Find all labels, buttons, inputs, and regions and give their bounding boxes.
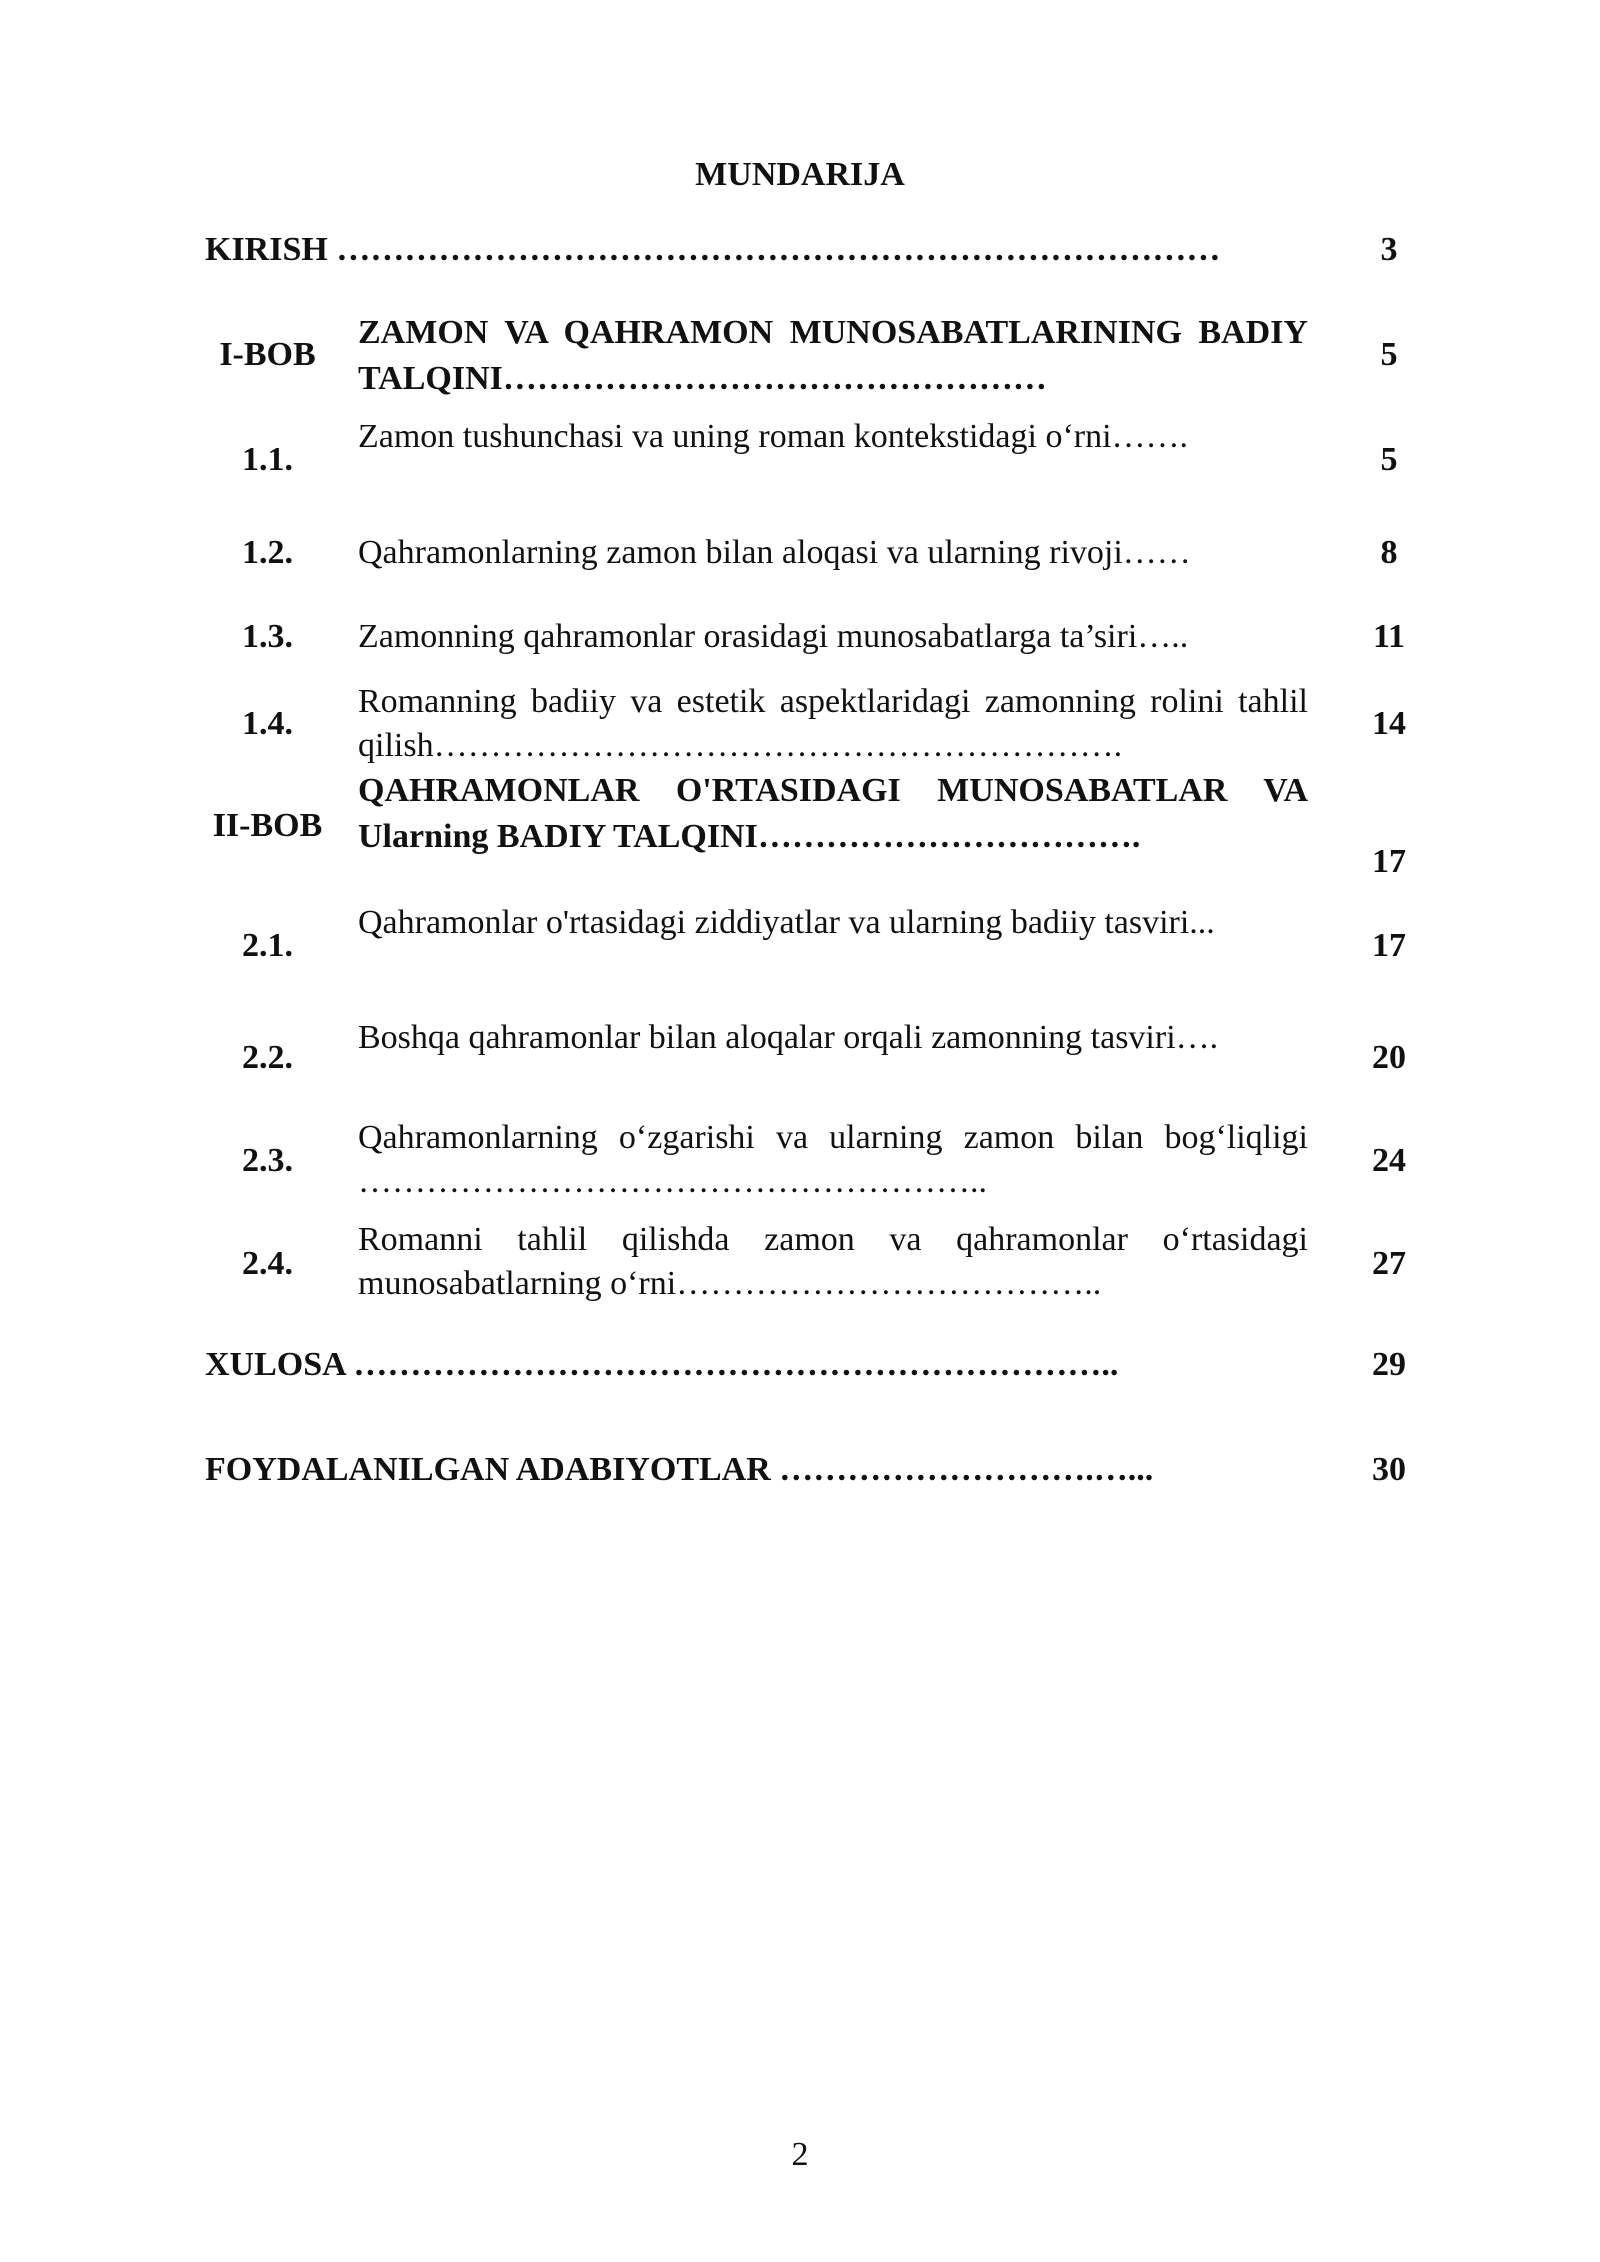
toc-entry-title: Zamon tushunchasi va uning roman kontekstidagi o‘rni……. <box>358 418 1189 455</box>
toc-page-number: 30 <box>1372 1451 1406 1488</box>
toc-entry-label: 2.4. <box>242 1245 293 1282</box>
toc-page-number: 29 <box>1372 1346 1406 1383</box>
toc-entry-title: Qahramonlar o'rtasidagi ziddiyatlar va ularning badiiy tasviri... <box>358 904 1215 941</box>
toc-entry-title: Romanni tahlil qilishda zamon va qahramonlar o‘rtasidagi munosabatlarning o‘rni……………………………….. <box>358 1221 1308 1302</box>
toc-entry-label: 1.4. <box>242 705 293 742</box>
toc-page-number: 8 <box>1380 534 1398 571</box>
toc-entry-title: Boshqa qahramonlar bilan aloqalar orqali zamonning tasviri…. <box>358 1019 1219 1056</box>
toc-page-number: 17 <box>1372 927 1406 964</box>
toc-entry-label: 1.3. <box>242 618 293 655</box>
toc-entry-label: XULOSA ………………………………………………………….. <box>205 1346 1119 1383</box>
page-title: MUNDARIJA <box>695 156 905 193</box>
toc-entry-label: 1.1. <box>242 441 293 478</box>
toc-entry-title: Romanning badiiy va estetik aspektlaridagi zamonning rolini tahlil qilish……………………………………………………. <box>358 683 1308 764</box>
toc-entry-label: 2.3. <box>242 1142 293 1179</box>
toc-entry-label: I-BOB <box>219 336 316 373</box>
toc-page-number: 5 <box>1380 336 1398 373</box>
toc-page-number: 27 <box>1372 1245 1406 1282</box>
toc-page-number: 14 <box>1372 705 1406 742</box>
toc-entry-label: 2.2. <box>242 1039 293 1076</box>
toc-page-number: 20 <box>1372 1039 1406 1076</box>
toc-page-number: 5 <box>1380 441 1398 478</box>
toc-entry-label: 2.1. <box>242 927 293 964</box>
toc-page-number: 24 <box>1372 1142 1406 1179</box>
toc-entry-title: Qahramonlarning zamon bilan aloqasi va ularning rivoji…… <box>358 534 1191 571</box>
toc-entry-label: II-BOB <box>212 807 323 844</box>
toc-entry-title: QAHRAMONLAR O'RTASIDAGI MUNOSABATLAR VA Ularning BADIY TALQINI……………………………. <box>358 772 1308 855</box>
toc-page-number: 17 <box>1372 843 1406 880</box>
toc-entry-title: Qahramonlarning o‘zgarishi va ularning zamon bilan bog‘liqligi ……………………………………………….. <box>358 1119 1308 1200</box>
toc-page-number: 3 <box>1380 231 1398 268</box>
toc-entry-title: Zamonning qahramonlar orasidagi munosabatlarga ta’siri….. <box>358 618 1189 655</box>
toc-page-number: 11 <box>1372 618 1406 655</box>
toc-entry-title: ZAMON VA QAHRAMON MUNOSABATLARINING BADIY TALQINI………………………………………… <box>358 314 1308 397</box>
toc-entry-label: KIRISH …………………………………………………………………… <box>205 231 1221 268</box>
toc-entry-label: 1.2. <box>242 534 293 571</box>
toc-entry-label: FOYDALANILGAN ADABIYOTLAR ……………………….…... <box>205 1451 1154 1488</box>
page-number: 2 <box>791 2136 809 2173</box>
